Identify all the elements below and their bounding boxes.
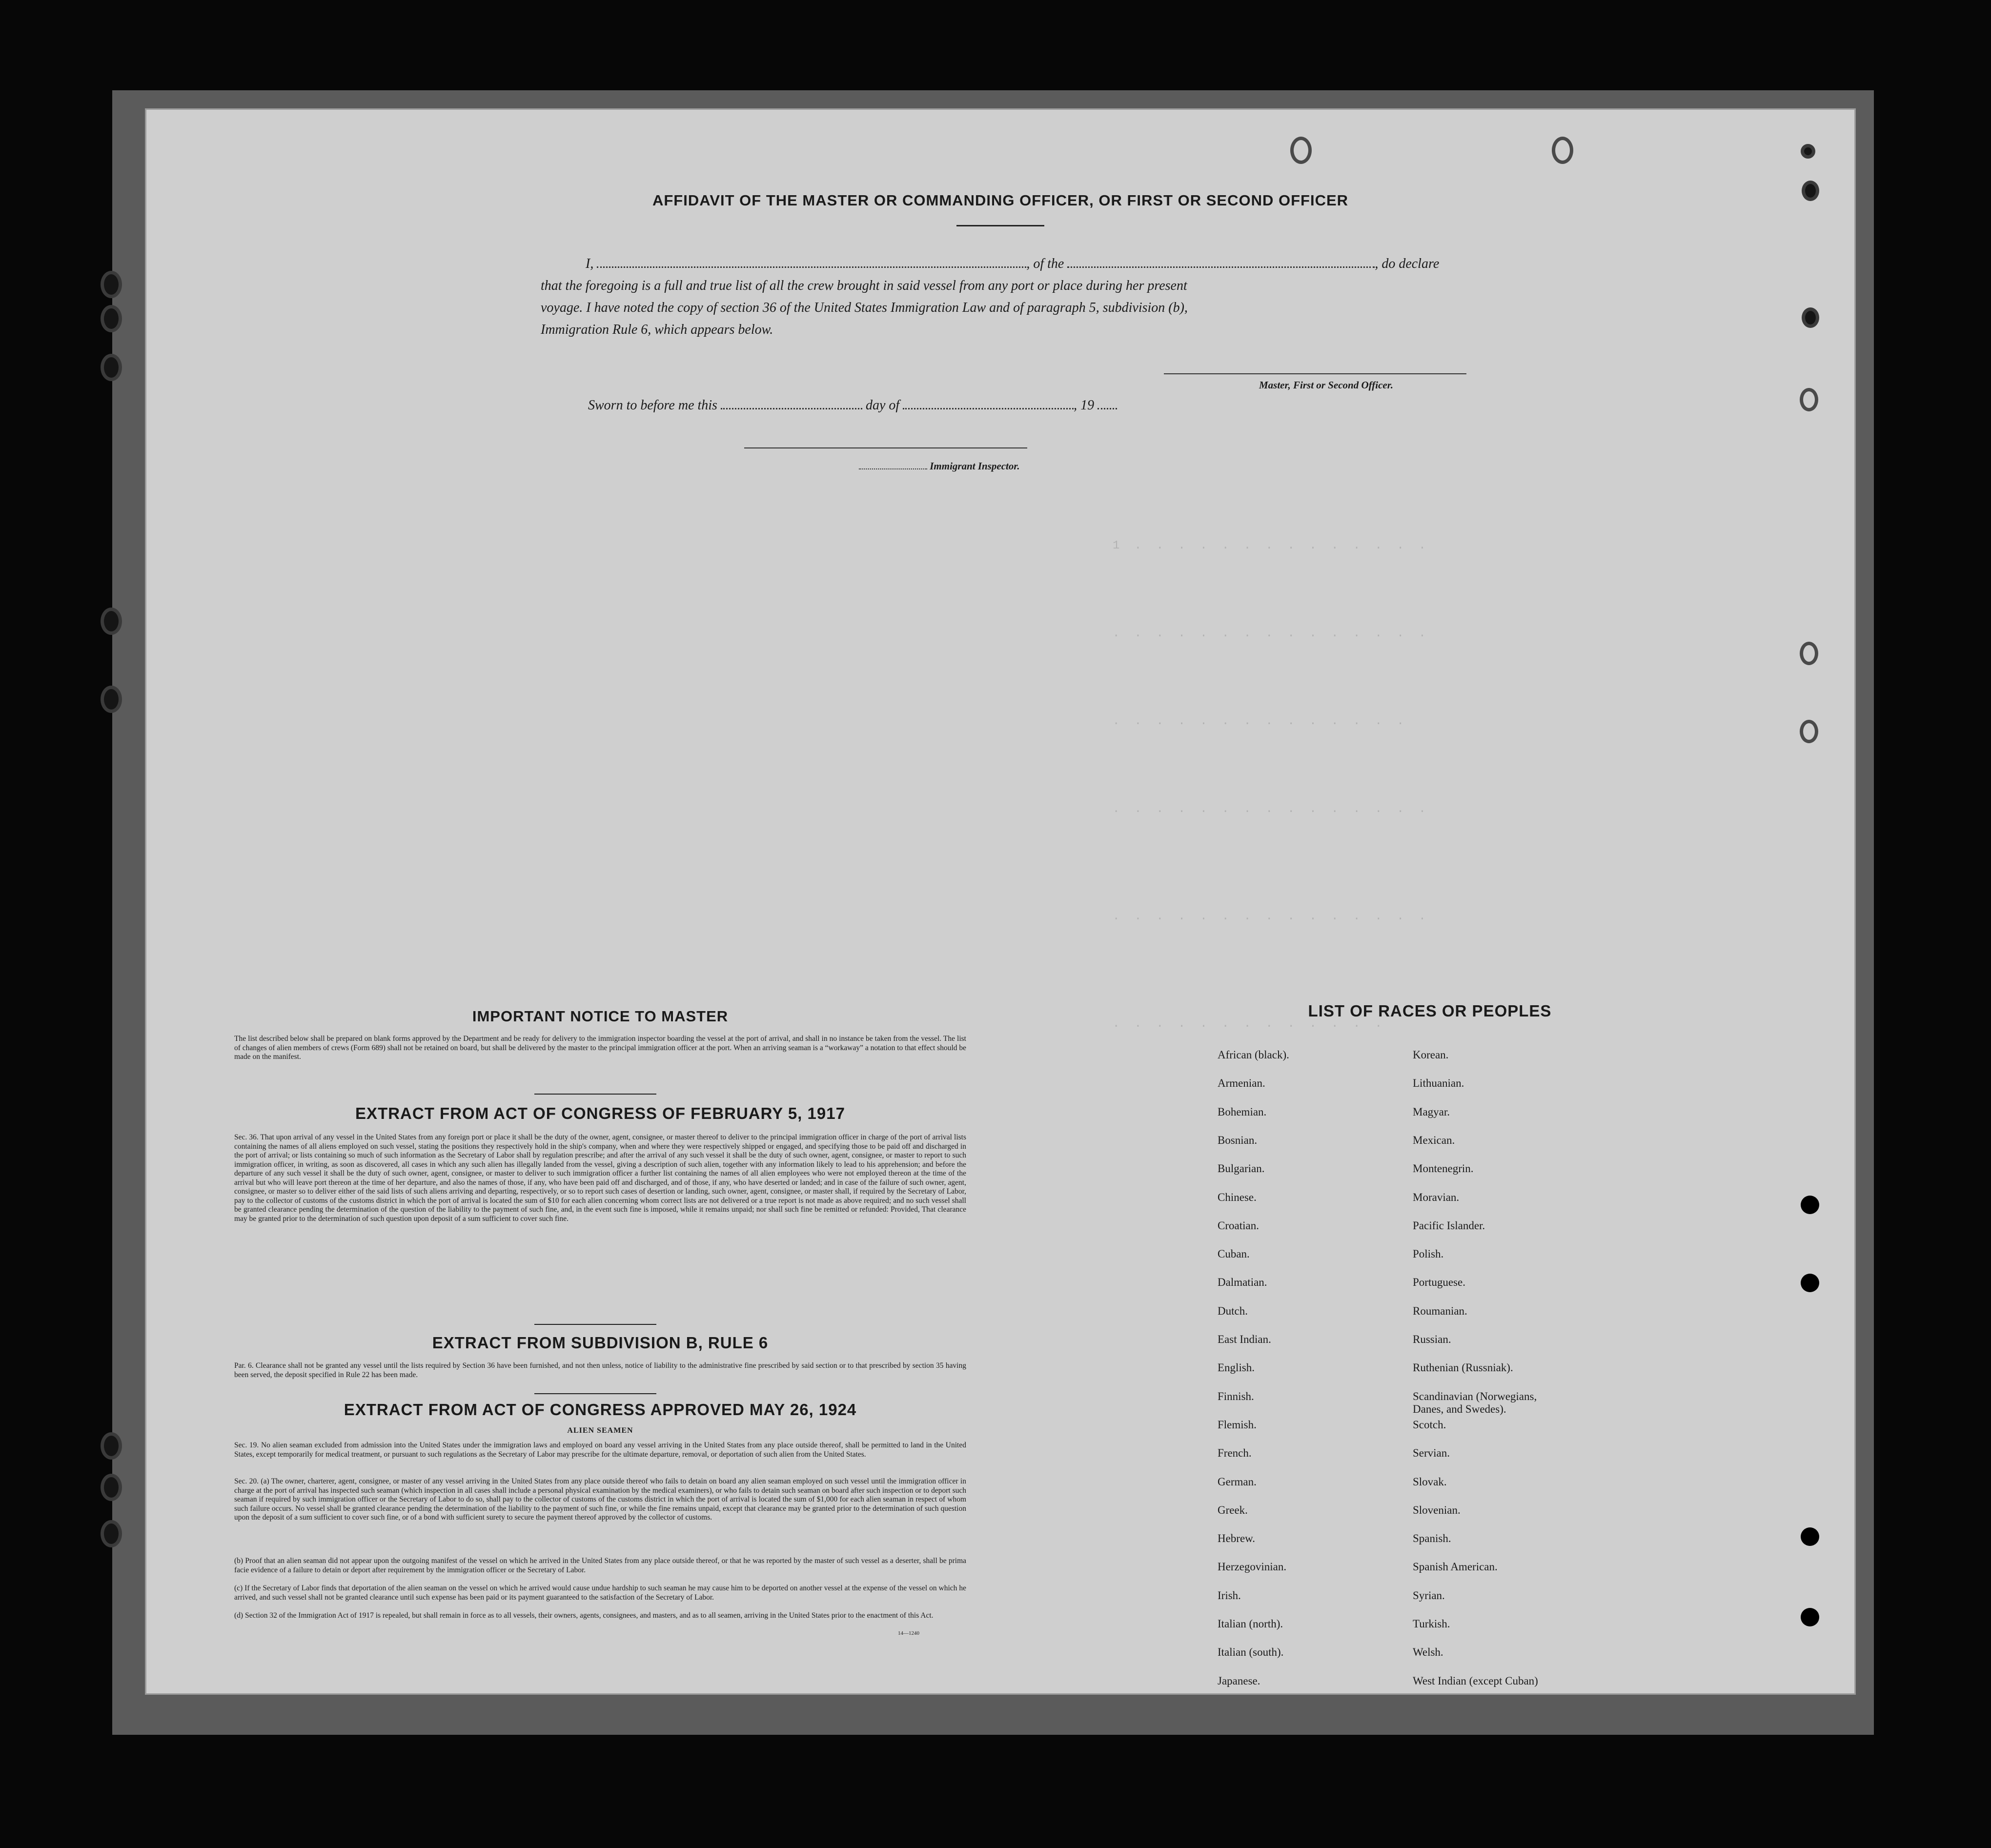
- binder-hole-left-6: [101, 1432, 122, 1460]
- bleed-through-text: . . . . . . . . . . . . . . .: [1113, 910, 1430, 923]
- affidavit-section: [146, 192, 1854, 209]
- punch-hole-right-3: [1802, 307, 1819, 328]
- punch-hole-right-8: [1801, 1274, 1819, 1292]
- extract-rule6-body: Par. 6. Clearance shall not be granted any vessel until the lists required by Section 36 have been furnished, and not then unless, notice of liability to the administrative fine prescribed by said section or to that prescribed by section 35 having been served, the deposit specified in Rule 22 has been made.: [234, 1361, 966, 1379]
- punch-hole-top-2: [1552, 137, 1573, 164]
- race-item-left: Hebrew.: [1218, 1532, 1256, 1545]
- sworn-day-blank: [721, 398, 862, 409]
- sworn-year-blank: [1097, 398, 1117, 409]
- extract-1917-title: EXTRACT FROM ACT OF CONGRESS OF FEBRUARY 5, 1917: [355, 1104, 845, 1122]
- race-item-left: Finnish.: [1218, 1390, 1254, 1402]
- race-item-left: Croatian.: [1218, 1219, 1259, 1232]
- form-number: 14—1240: [898, 1630, 919, 1636]
- bleed-through-text: 1 . . . . . . . . . . . . . .: [1113, 539, 1430, 552]
- race-item-left: Bulgarian.: [1218, 1162, 1265, 1175]
- master-signature-line: [1164, 373, 1466, 374]
- affidavit-title: AFFIDAVIT OF THE MASTER OR COMMANDING OFFICER, OR FIRST OR SECOND OFFICER: [652, 192, 1349, 209]
- race-item-right: Servian.: [1413, 1447, 1450, 1460]
- race-item-left: East Indian.: [1218, 1333, 1271, 1345]
- race-item-right: Mexican.: [1413, 1134, 1455, 1146]
- race-item-left: Greek.: [1218, 1503, 1248, 1516]
- race-item-left: French.: [1218, 1447, 1252, 1460]
- race-item-right: Turkish.: [1413, 1618, 1450, 1630]
- inspector-signature-line: [744, 447, 1027, 448]
- day-of-label: day of: [865, 398, 900, 413]
- extract-rule6-rule: [534, 1393, 656, 1394]
- extract-1924-sec20b: (b) Proof that an alien seaman did not appear upon the outgoing manifest of the vessel on which he arrived in the United States from any place outside thereof, or that he was reported by the master of such vessel as a deserter, shall be prima facie evidence of a failure to detain or deport after requirement by the immigration officer or the Secretary of Labor.: [234, 1557, 966, 1574]
- race-item-left: Chinese.: [1218, 1191, 1257, 1203]
- race-item-left: African (black).: [1218, 1049, 1289, 1061]
- master-name-blank: [597, 257, 1026, 268]
- notice-title: IMPORTANT NOTICE TO MASTER: [472, 1008, 729, 1025]
- race-item-right: Korean.: [1413, 1049, 1449, 1061]
- affidavit-page: [146, 110, 1854, 1693]
- race-item-right: Montenegrin.: [1413, 1162, 1474, 1175]
- extract-1924-sec19: Sec. 19. No alien seaman excluded from admission into the United States under the immigration laws and employed on board any vessel arriving in the United States from any place outside thereof, shall be permitted to land in the United States, except temporarily for medical treatment, or pursuant to such regulations as the Secretary of Labor may prescribe for the ultimate departure, removal, or deportation of such alien from the United States.: [234, 1441, 966, 1459]
- race-item-right: Ruthenian (Russniak).: [1413, 1361, 1513, 1374]
- notice-body: The list described below shall be prepared on blank forms approved by the Department and be ready for delivery to the immigration inspector boarding the vessel at the port of arrival, and shall in no instance be taken from the vessel. The list of changes of alien members of crews (Form 689) shall not be retained on board, but shall be delivered by the master to the principal immigration officer at the port. When an arriving seaman is a “workaway” a notation to that effect should be made on the manifest.: [234, 1035, 967, 1061]
- sworn-month-blank: [903, 398, 1074, 409]
- inspector-name-blank: [859, 463, 927, 469]
- race-item-left: Flemish.: [1218, 1418, 1257, 1431]
- punch-hole-right-7: [1801, 1196, 1819, 1214]
- master-signature-label: Master, First or Second Officer.: [1259, 379, 1393, 391]
- affidavit-line-4: Immigration Rule 6, which appears below.: [541, 322, 773, 337]
- race-item-left: Dutch.: [1218, 1304, 1248, 1317]
- vessel-name-blank: [1067, 257, 1375, 268]
- inspector-signature-label: [859, 460, 1020, 472]
- affidavit-title-rule: [956, 225, 1044, 226]
- race-item-right: Roumanian.: [1413, 1304, 1467, 1317]
- alien-seamen-subtitle: ALIEN SEAMEN: [567, 1426, 633, 1435]
- bleed-through-text: . . . . . . . . . . . . . .: [1113, 715, 1408, 728]
- punch-hole-top-1: [1290, 137, 1312, 164]
- race-item-right: Russian.: [1413, 1333, 1451, 1345]
- race-item-right: Polish.: [1413, 1248, 1444, 1260]
- races-title: LIST OF RACES OR PEOPLES: [1308, 1002, 1552, 1020]
- sworn-label: Sworn to before me this: [588, 398, 717, 413]
- binder-hole-left-2: [101, 305, 122, 332]
- extract-1917-rule: [534, 1324, 656, 1325]
- extract-1917-body: Sec. 36. That upon arrival of any vessel in the United States from any foreign port or place it shall be the duty of the owner, agent, consignee, or master thereof to deliver to the principal immigration officer in charge of the port of arrival lists containing the names of all aliens employed on such vessel, stating the positions they respectively hold in the ship's company, when and where they were respectively shipped or engaged, and specifying those to be paid off and discharged in the port of arrival; or lists containing so much of such information as the Secretary of Labor shall by regulation prescribe; and after the arrival of any such vessel it shall be the duty of such owner, agent, consignee, or master to report to such immigration officer, in writing, as soon as discovered, all cases in which any such alien has illegally landed from the vessel, giving a description of such alien, together with any information likely to lead to his apprehension; and before the departure of any such vessel it shall be the duty of such owner, agent, consignee, or master to deliver to such immigration officer a further list containing the names of all alien employees who were not employed thereon at the time of the arrival but who will leave port thereon at the time of her departure, and also the names of those, if any, who have been paid off and discharged, and of those, if any, who have deserted or landed; and in case of the failure of such owner, agent, consignee, or master so to deliver either of the said lists of such aliens arriving and departing, respectively, or so to report such cases of desertion or landing, such owner, agent, consignee, or master shall, if required by the Secretary of Labor, pay to the collector of customs of the customs district in which the port of arrival is located the sum of $10 for each alien concerning whom correct lists are not delivered or a true report is not made as above required; and no such vessel shall be granted clearance pending the determination of the question of the liability to the payment of such fine, and, in the event such fine is imposed, while it remains unpaid; nor shall such fine be remitted or refunded: Provided, That clearance may be granted prior to the determination of such question upon deposit of a sum sufficient to cover such fine.: [234, 1133, 966, 1223]
- extract-1924-sec20c: (c) If the Secretary of Labor finds that deportation of the alien seaman on the vessel on which he arrived would cause undue hardship to such seaman he may cause him to be deported on another vessel at the expense of the vessel on which he arrived, and such vessel shall not be granted clearance until such expense has been paid or its payment guaranteed to the satisfaction of the Secretary of Labor.: [234, 1584, 966, 1602]
- race-item-right: Moravian.: [1413, 1191, 1460, 1203]
- bleed-through-text: . . . . . . . . . . . . . . .: [1113, 627, 1430, 640]
- race-item-left: Herzegovinian.: [1218, 1561, 1287, 1573]
- binder-hole-left-5: [101, 686, 122, 713]
- bleed-through-text: . . . . . . . . . . . . .: [1113, 1017, 1386, 1031]
- race-item-right: Slovak.: [1413, 1475, 1447, 1488]
- race-item-right: Syrian.: [1413, 1589, 1445, 1602]
- inspector-label: Immigrant Inspector.: [930, 460, 1020, 472]
- extract-1924-sec20a: Sec. 20. (a) The owner, charterer, agent, consignee, or master of any vessel arriving in the United States from any place outside thereof who fails to detain on board any alien seaman employed on such vessel until the immigration officer in charge at the port of arrival has inspected such seaman (which inspection in all cases shall include a personal physical examination by the medical examiners), or who fails to detain such seaman on board after such inspection or to deport such seaman if required by such immigration officer or the Secretary of Labor to do so, shall pay to the collector of customs of the customs district in which the port of arrival is located the sum of $1,000 for each alien seaman in respect of whom such failure occurs. No vessel shall be granted clearance pending the determination of the liability to the payment of such fine, or while the fine remains unpaid, except that clearance may be granted prior to the determination of such question upon the deposit of a sum sufficient to cover such fine, or of a bond with sufficient surety to secure the payment thereof approved by the collector of customs.: [234, 1477, 966, 1522]
- race-item-right: Spanish American.: [1413, 1561, 1498, 1573]
- affidavit-i-label: I,: [586, 256, 594, 271]
- race-item-right: West Indian (except Cuban): [1413, 1674, 1538, 1687]
- punch-hole-right-10: [1801, 1608, 1819, 1626]
- race-item-right: Scandinavian (Norwegians,: [1413, 1390, 1537, 1402]
- year-label: , 19: [1074, 398, 1095, 413]
- extract-rule6-title: EXTRACT FROM SUBDIVISION B, RULE 6: [432, 1334, 769, 1352]
- punch-hole-right-5: [1800, 642, 1818, 665]
- race-item-left: Bohemian.: [1218, 1105, 1267, 1118]
- affidavit-declare-label: , do declare: [1375, 256, 1440, 271]
- race-item-right: Spanish.: [1413, 1532, 1451, 1545]
- race-item-left: Dalmatian.: [1218, 1276, 1267, 1289]
- race-item-right: Slovenian.: [1413, 1503, 1461, 1516]
- punch-hole-right-6: [1800, 720, 1818, 743]
- race-item-right: Lithuanian.: [1413, 1077, 1464, 1090]
- race-item-right: Danes, and Swedes).: [1413, 1402, 1506, 1415]
- race-item-right: Portuguese.: [1413, 1276, 1465, 1289]
- extract-1924-sec20d: (d) Section 32 of the Immigration Act of 1917 is repealed, but shall remain in force as to all vessels, their owners, agents, consignees, and masters, and as to all seamen, arriving in the United States prior to the enactment of this Act.: [234, 1611, 934, 1620]
- race-item-left: Italian (south).: [1218, 1646, 1284, 1659]
- affidavit-line-3: voyage. I have noted the copy of section 36 of the United States Immigration Law and of paragraph 5, subdivision (b),: [541, 300, 1188, 315]
- race-item-left: Italian (north).: [1218, 1618, 1283, 1630]
- race-item-right: Pacific Islander.: [1413, 1219, 1485, 1232]
- binder-hole-left-1: [101, 271, 122, 298]
- race-item-left: Japanese.: [1218, 1674, 1260, 1687]
- race-item-left: Bosnian.: [1218, 1134, 1258, 1146]
- affidavit-line-1: [586, 256, 1439, 272]
- binder-hole-left-4: [101, 608, 122, 635]
- race-item-right: Magyar.: [1413, 1105, 1450, 1118]
- race-item-left: Armenian.: [1218, 1077, 1265, 1090]
- punch-hole-right-4: [1800, 388, 1818, 411]
- binder-hole-left-8: [101, 1520, 122, 1547]
- sworn-line: [588, 398, 1117, 413]
- race-item-right: Welsh.: [1413, 1646, 1443, 1659]
- bleed-through-text: . . . . . . . . . . . . . . .: [1113, 803, 1430, 816]
- binder-hole-left-7: [101, 1474, 122, 1501]
- punch-hole-right-1: [1801, 144, 1815, 159]
- race-item-right: Scotch.: [1413, 1418, 1446, 1431]
- binder-hole-left-3: [101, 354, 122, 381]
- affidavit-line-2: that the foregoing is a full and true list of all the crew brought in said vessel from any port or place during her present: [541, 278, 1187, 293]
- affidavit-of-the-label: , of the: [1026, 256, 1064, 271]
- race-item-left: German.: [1218, 1475, 1257, 1488]
- race-item-left: Cuban.: [1218, 1248, 1250, 1260]
- race-item-left: Irish.: [1218, 1589, 1241, 1602]
- notice-rule: [534, 1094, 656, 1095]
- extract-1924-title: EXTRACT FROM ACT OF CONGRESS APPROVED MAY 26, 1924: [344, 1401, 857, 1419]
- punch-hole-right-9: [1801, 1527, 1819, 1546]
- race-item-left: English.: [1218, 1361, 1255, 1374]
